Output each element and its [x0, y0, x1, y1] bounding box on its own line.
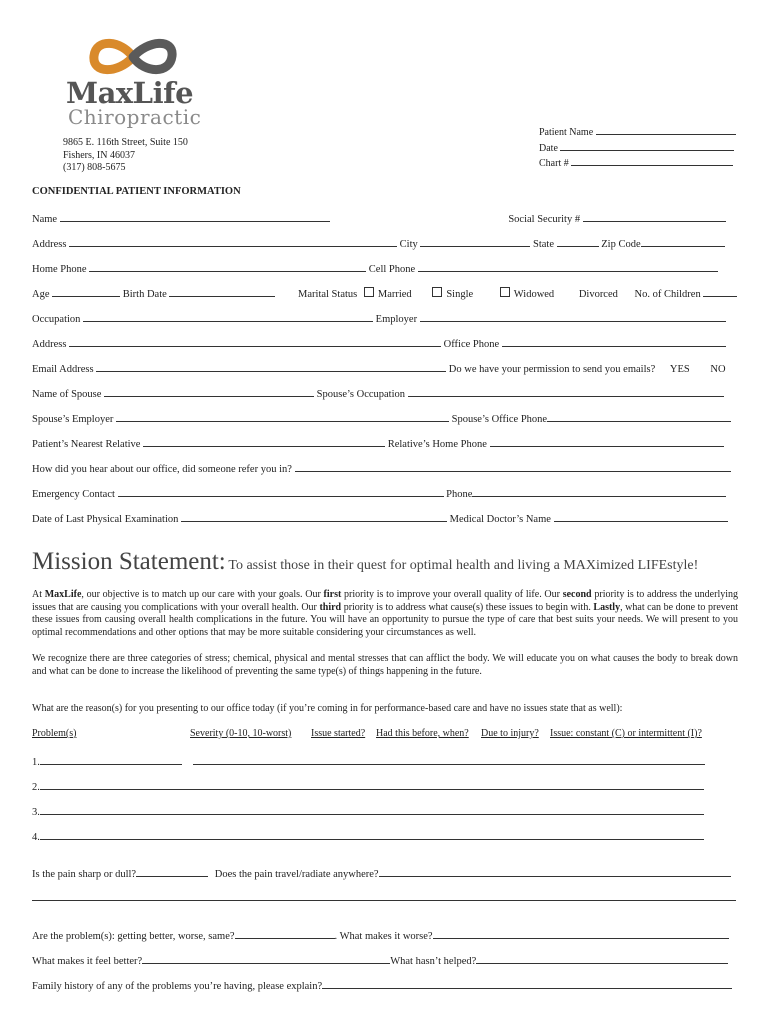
- address-line: 9865 E. 116th Street, Suite 150: [63, 137, 188, 148]
- referral-field[interactable]: [295, 461, 731, 472]
- family-history-label: Family history of any of the problems you’re having, please explain?: [32, 981, 323, 992]
- spouse-employer-field[interactable]: [116, 411, 449, 422]
- spouse-office-phone-label: Spouse’s Office Phone: [451, 414, 548, 425]
- progress-label: Are the problem(s): getting better, worse, same?: [32, 931, 235, 942]
- row-referral: [32, 461, 738, 475]
- chart-label: Chart #: [539, 158, 569, 169]
- doctor-name-label: Medical Doctor’s Name: [449, 514, 551, 525]
- problem-field[interactable]: [40, 829, 704, 840]
- relative-phone-field[interactable]: [490, 436, 724, 447]
- better-label: What makes it feel better?: [32, 956, 143, 967]
- stress-paragraph: We recognize there are three categories of stress; chemical, physical and mental stresses that can afflict the body. We will educate you on what causes the body to break down and what can be done to increase the likelihood of preventing the same type(s) of things happening in the future.: [32, 653, 738, 677]
- problem-row: [32, 754, 738, 768]
- row-pain-continued: [32, 890, 738, 904]
- problem-row: [32, 829, 738, 843]
- office-phone-label: Office Phone: [443, 339, 500, 350]
- logo-name: MaxLife: [66, 76, 194, 110]
- address-field[interactable]: [69, 236, 397, 247]
- spouse-occupation-label: Spouse’s Occupation: [316, 389, 406, 400]
- infinity-logo-icon: [88, 34, 178, 80]
- email-field[interactable]: [96, 361, 446, 372]
- row-family: [32, 978, 738, 992]
- problem-number: 2.: [32, 782, 40, 793]
- issue-started-header: Issue started?: [311, 728, 366, 739]
- single-checkbox[interactable]: [432, 287, 442, 297]
- row-spouse: [32, 386, 738, 400]
- logo-subtitle: Chiropractic: [68, 105, 202, 129]
- date-field[interactable]: [560, 140, 734, 151]
- problem-field[interactable]: [40, 779, 704, 790]
- relative-phone-label: Relative’s Home Phone: [387, 439, 487, 450]
- reasons-question: What are the reason(s) for you presenting to our office today (if you’re coming in for performance-based care and have no issues state that as well):: [32, 703, 623, 714]
- home-phone-field[interactable]: [89, 261, 366, 272]
- row-pain: [32, 866, 738, 880]
- patient-name-field[interactable]: [596, 124, 736, 135]
- row-spouse-employer: [32, 411, 738, 425]
- spouse-employer-label: Spouse’s Employer: [32, 414, 114, 425]
- hasnt-helped-label: What hasn’t helped?: [390, 956, 477, 967]
- occupation-field[interactable]: [83, 311, 373, 322]
- address-phone: (317) 808-5675: [63, 162, 126, 173]
- nearest-relative-field[interactable]: [143, 436, 385, 447]
- pain-travel-label: Does the pain travel/radiate anywhere?: [214, 869, 379, 880]
- married-option[interactable]: [364, 287, 412, 300]
- birth-date-label: Birth Date: [122, 289, 167, 300]
- phone-label: Phone: [446, 489, 473, 500]
- work-address-label: Address: [32, 339, 67, 350]
- phone-field[interactable]: [472, 486, 726, 497]
- row-email: [32, 361, 738, 375]
- city-field[interactable]: [420, 236, 530, 247]
- spouse-name-field[interactable]: [104, 386, 314, 397]
- spouse-name-label: Name of Spouse: [32, 389, 102, 400]
- age-label: Age: [32, 289, 50, 300]
- state-label: State: [533, 239, 555, 250]
- problem-details-field[interactable]: [193, 754, 705, 765]
- row-address: [32, 236, 738, 250]
- row-work-address: [32, 336, 738, 350]
- row-emergency: [32, 486, 738, 500]
- work-address-field[interactable]: [69, 336, 441, 347]
- problem-number: 4.: [32, 832, 40, 843]
- problem-row: [32, 804, 738, 818]
- email-label: Email Address: [32, 364, 94, 375]
- spouse-occupation-field[interactable]: [408, 386, 724, 397]
- address-label: Address: [32, 239, 67, 250]
- row-personal: [32, 286, 738, 300]
- row-name: [32, 211, 738, 225]
- worse-field[interactable]: [433, 928, 729, 939]
- had-before-header: Had this before, when?: [376, 728, 469, 739]
- patient-name-label: Patient Name: [539, 127, 594, 138]
- last-exam-label: Date of Last Physical Examination: [32, 514, 179, 525]
- referral-label: How did you hear about our office, did someone refer you in?: [32, 464, 292, 475]
- mission-heading: [32, 548, 698, 576]
- ssn-label: Social Security #: [508, 214, 581, 225]
- office-phone-field[interactable]: [502, 336, 726, 347]
- no-option[interactable]: NO: [710, 364, 726, 375]
- cell-phone-field[interactable]: [418, 261, 718, 272]
- row-exam: [32, 511, 738, 525]
- family-history-field[interactable]: [322, 978, 732, 989]
- state-field[interactable]: [557, 236, 599, 247]
- row-occupation: [32, 311, 738, 325]
- last-exam-field[interactable]: [181, 511, 447, 522]
- date-label: Date: [539, 142, 558, 154]
- better-field[interactable]: [142, 953, 390, 964]
- married-label: Married: [377, 289, 412, 300]
- row-relative: [32, 436, 738, 450]
- row-phones: [32, 261, 738, 275]
- birth-date-field[interactable]: [169, 286, 275, 297]
- email-permission-label: Do we have your permission to send you emails?: [448, 364, 656, 375]
- employer-field[interactable]: [420, 311, 726, 322]
- mission-paragraph: At MaxLife, our objective is to match up our care with your goals. Our first priority is to improve your overall quality of life. Our second priority is to address the underlying issues that are causing you complications with your overall health. Our third priority is to address what cause(s) these issues to begin with. Lastly, what can be done to prevent these issues from causing overall health complications in the future. You will have an opportunity to pursue the type of care that best suits your needs. We will present to you optimal recommendations and other options that may be more suitable considering your circumstances as well.: [32, 589, 738, 638]
- section-title: CONFIDENTIAL PATIENT INFORMATION: [32, 186, 241, 197]
- row-better: [32, 953, 738, 967]
- spouse-office-phone-field[interactable]: [547, 411, 731, 422]
- ssn-field[interactable]: [583, 211, 726, 222]
- chart-field[interactable]: [571, 155, 733, 166]
- cell-phone-label: Cell Phone: [368, 264, 416, 275]
- divorced-label[interactable]: Divorced: [578, 289, 618, 300]
- row-progress: [32, 928, 738, 942]
- severity-header: Severity (0-10, 10-worst): [190, 728, 292, 739]
- zip-label: Zip Code: [601, 239, 641, 250]
- address-line: Fishers, IN 46037: [63, 149, 135, 161]
- home-phone-label: Home Phone: [32, 264, 87, 275]
- nearest-relative-label: Patient’s Nearest Relative: [32, 439, 141, 450]
- single-option[interactable]: [432, 287, 473, 300]
- zip-field[interactable]: [641, 236, 725, 247]
- problem-row: [32, 779, 738, 793]
- problem-header: Problem(s): [32, 728, 77, 739]
- children-label: No. of Children: [634, 289, 701, 300]
- worse-label: . What makes it worse?: [334, 931, 433, 942]
- problem-field[interactable]: [40, 754, 182, 765]
- header-fields: [539, 124, 736, 171]
- problem-number: 1.: [32, 757, 40, 768]
- name-field[interactable]: [60, 211, 330, 222]
- age-field[interactable]: [52, 286, 120, 297]
- single-label: Single: [446, 289, 474, 300]
- progress-field[interactable]: [235, 928, 335, 939]
- widowed-option[interactable]: [500, 287, 554, 300]
- hasnt-helped-field[interactable]: [476, 953, 728, 964]
- injury-header: Due to injury?: [481, 728, 539, 739]
- mission-title: Mission Statement:: [32, 548, 226, 575]
- yes-option[interactable]: YES: [669, 364, 690, 375]
- employer-label: Employer: [375, 314, 418, 325]
- office-address: [63, 137, 188, 175]
- pain-sharp-label: Is the pain sharp or dull?: [32, 869, 137, 880]
- marital-status-label: Marital Status: [298, 289, 358, 300]
- children-field[interactable]: [703, 286, 737, 297]
- pain-sharp-field[interactable]: [136, 866, 208, 877]
- problem-number: 3.: [32, 807, 40, 818]
- name-label: Name: [32, 214, 58, 225]
- city-label: City: [399, 239, 418, 250]
- widowed-label: Widowed: [513, 289, 555, 300]
- married-checkbox[interactable]: [364, 287, 374, 297]
- emergency-field[interactable]: [118, 486, 444, 497]
- mission-tagline: To assist those in their quest for optimal health and living a MAXimized LIFEstyle!: [228, 558, 699, 573]
- emergency-label: Emergency Contact: [32, 489, 115, 500]
- pain-extra-field[interactable]: [32, 890, 736, 901]
- constant-header: Issue: constant (C) or intermittent (I)?: [550, 728, 702, 739]
- doctor-name-field[interactable]: [554, 511, 728, 522]
- problem-field[interactable]: [40, 804, 704, 815]
- widowed-checkbox[interactable]: [500, 287, 510, 297]
- pain-travel-field[interactable]: [379, 866, 731, 877]
- occupation-label: Occupation: [32, 314, 81, 325]
